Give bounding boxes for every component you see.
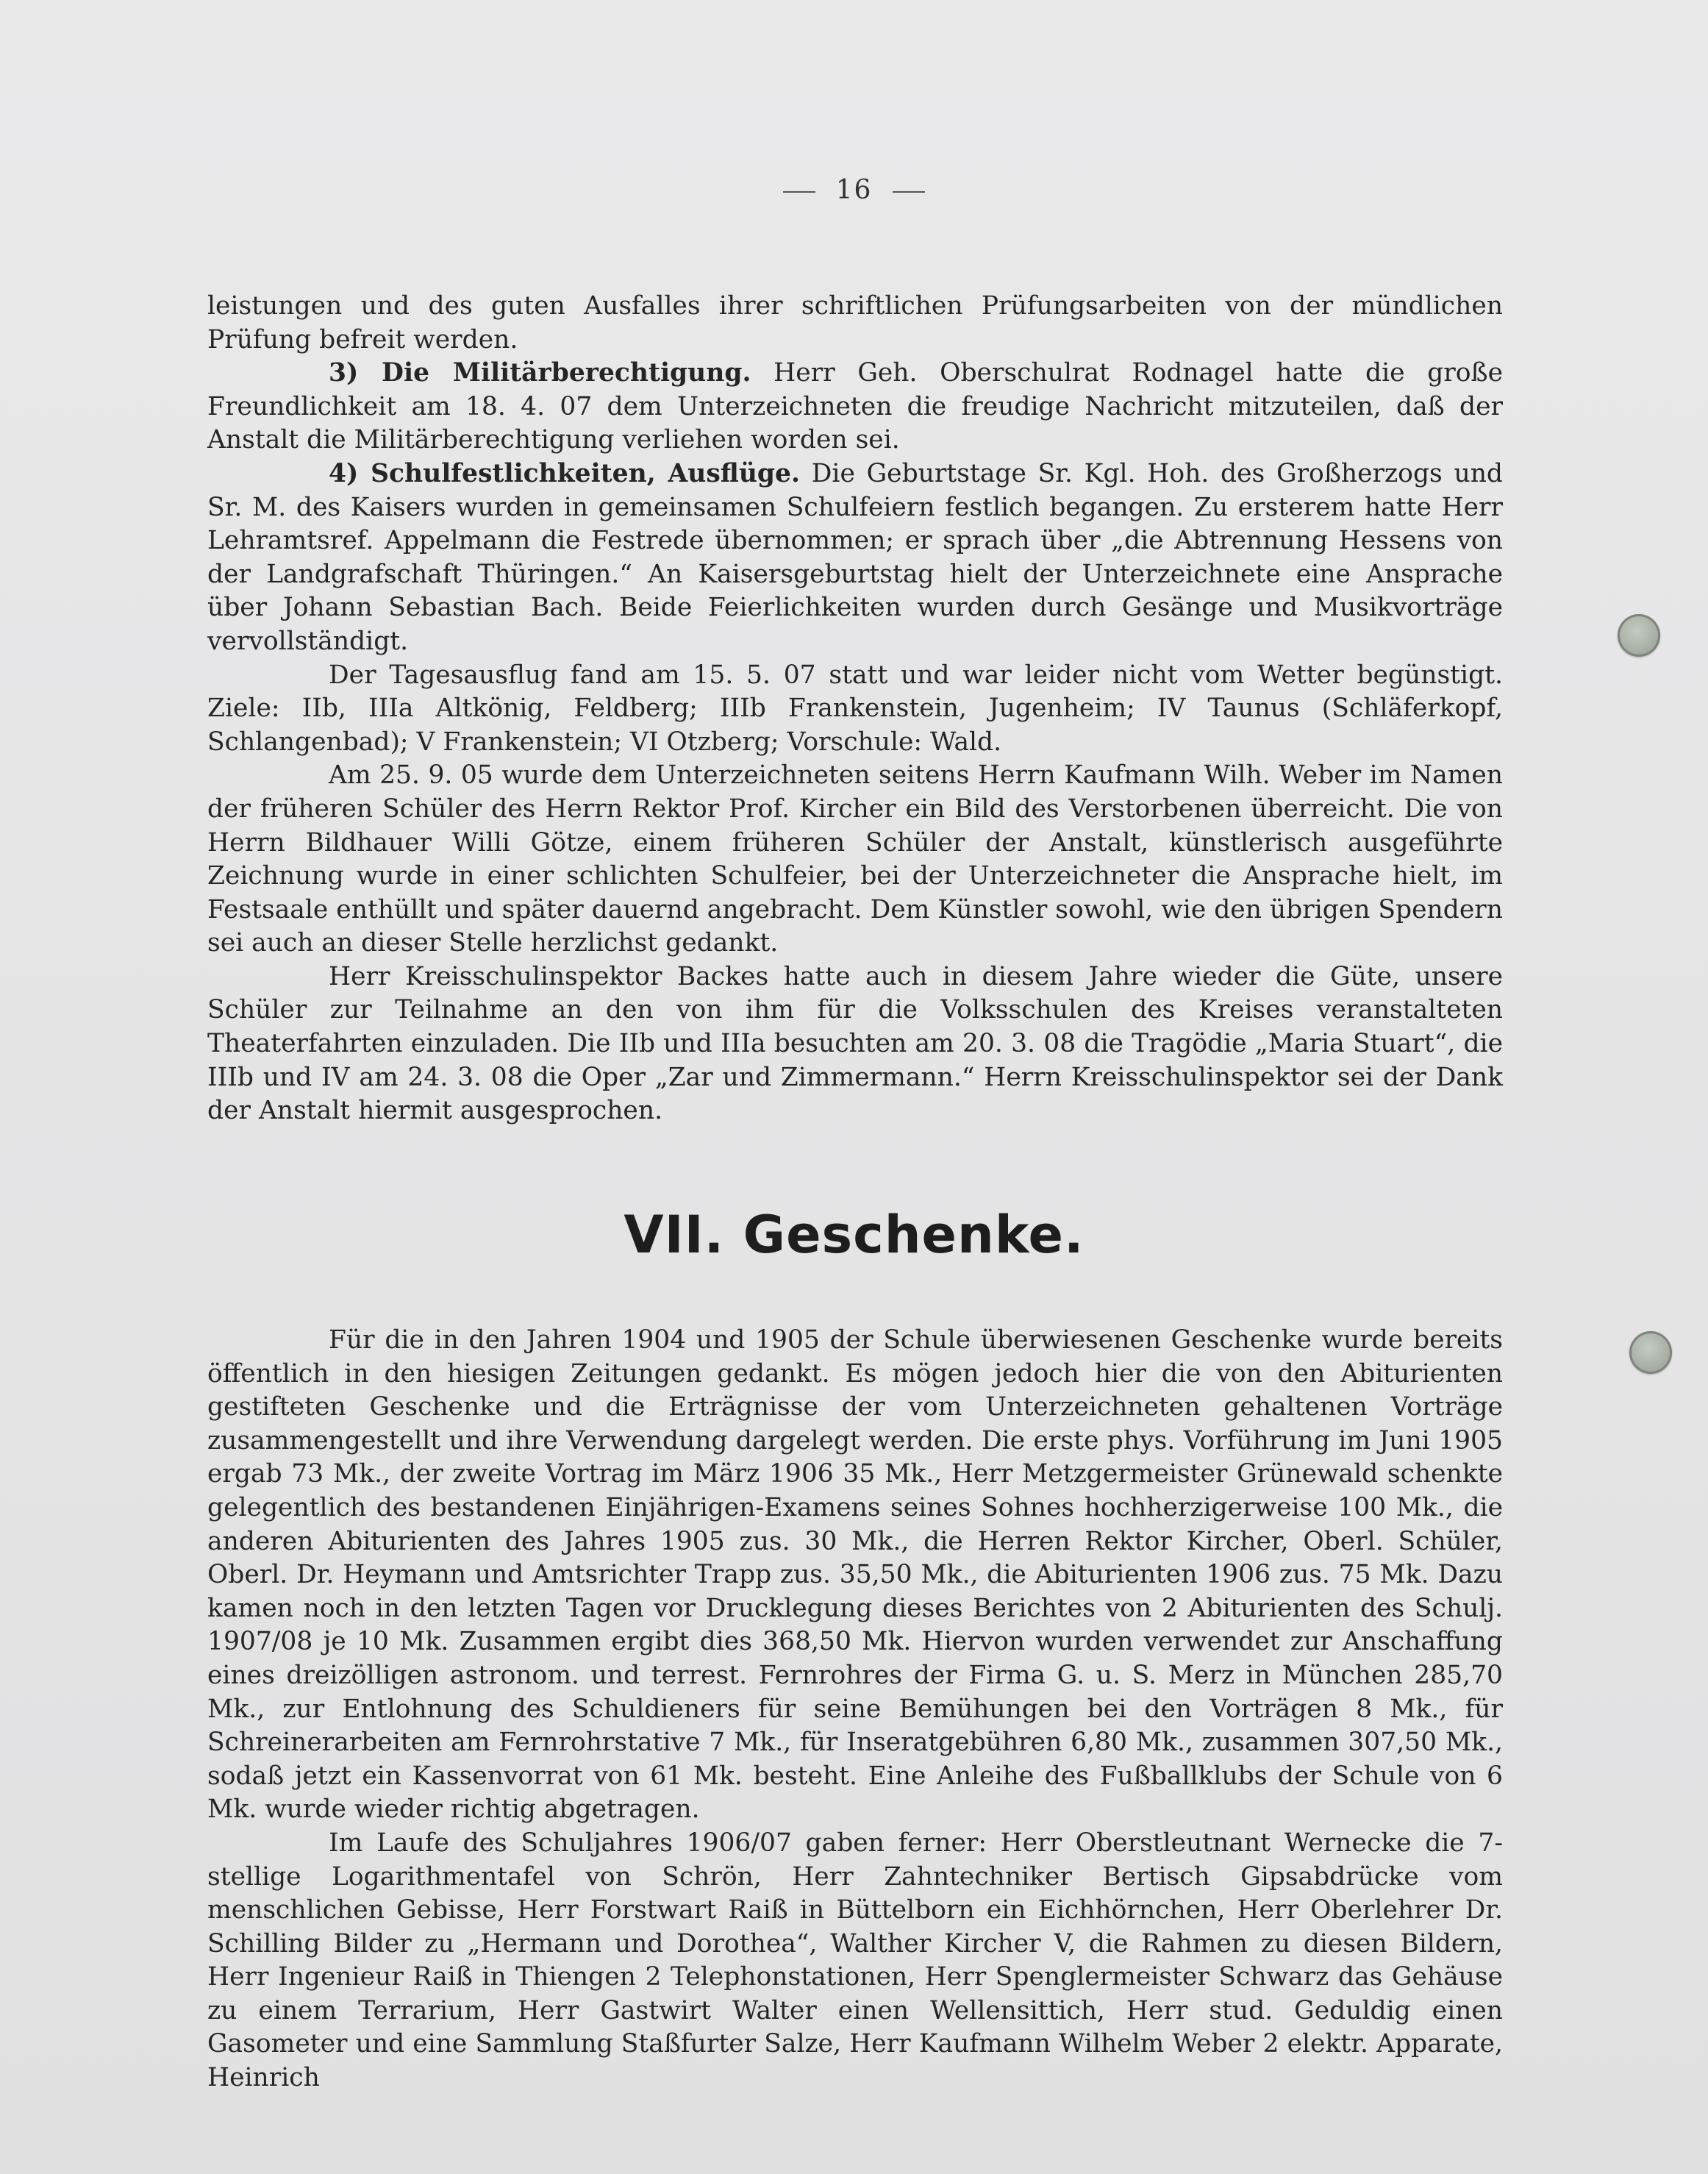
- paragraph-lead: 3) Die Militärberechtigung.: [329, 358, 751, 388]
- paragraph-text: Für die in den Jahren 1904 und 1905 der Schule überwiesenen Geschenke wurde bereits öffentlich in den hiesigen Zeitungen gedankt. Es mögen jedoch hier die von den Abiturienten gestifteten Geschenke und die Erträgnisse der vom Unterzeichneten gehaltenen Vorträge zusammengestellt und ihre Verwendung dargelegt werden. Die erste phys. Vorführung im Juni 1905 ergab 73 Mk., der zweite Vortrag im März 1906 35 Mk., Herr Metzgermeister Grünewald schenkte gelegentlich des bestandenen Einjährigen-Examens seines Sohnes hochherzigerweise 100 Mk., die anderen Abiturienten des Jahres 1905 zus. 30 Mk., die Herren Rektor Kircher, Oberl. Schüler, Oberl. Dr. Heymann und Amtsrichter Trapp zus. 35,50 Mk., die Abiturienten 1906 zus. 75 Mk. Dazu kamen noch in den letzten Tagen vor Drucklegung dieses Berichtes von 2 Abiturienten des Schulj. 1907/08 je 10 Mk. Zusammen ergibt dies 368,50 Mk. Hiervon wurden verwendet zur Anschaffung eines dreizölligen astronom. und terrest. Fernrohres der Firma G. u. S. Merz in München 285,70 Mk., zur Entlohnung des Schuldieners für seine Bemühungen bei den Vorträgen 8 Mk., für Schreinerarbeiten am Fernrohrstative 7 Mk., für Inseratgebühren 6,80 Mk., zusammen 307,50 Mk., sodaß jetzt ein Kassenvorrat von 61 Mk. besteht. Eine Anleihe des Fußballklubs der Schule von 6 Mk. wurde wieder richtig abgetragen.: [207, 1325, 1503, 1825]
- page-number-value: 16: [835, 175, 873, 205]
- paragraph-schulfestlichkeiten: [207, 457, 1503, 659]
- paragraph-tagesausflug: [207, 659, 1503, 760]
- page-number-dash-left: [783, 191, 815, 193]
- paragraph-text: Der Tagesausflug fand am 15. 5. 07 statt und war leider nicht vom Wetter begünstigt. Ziele: IIb, IIIa Altkönig, Feldberg; IIIb Frankenstein, Jugenheim; IV Taunus (Schläferkopf, Schlangenbad); V Frankenstein; VI Otzberg; Vorschule: Wald.: [207, 660, 1503, 757]
- paragraph-text: Herr Geh. Oberschulrat Rodnagel hatte die große Freundlichkeit am 18. 4. 07 dem Unterzeichneten die freudige Nachricht mitzuteilen, daß der Anstalt die Militärberechtigung verliehen worden sei.: [207, 358, 1504, 455]
- page-number: [0, 175, 1708, 205]
- paragraph-theaterfahrten: [207, 961, 1503, 1128]
- paragraph-geschenke-schuljahr: [207, 1827, 1503, 2095]
- top-text-block: [207, 290, 1503, 1128]
- paragraph-text: Die Geburtstage Sr. Kgl. Hoh. des Großherzogs und Sr. M. des Kaisers wurden in gemeinsamen Schulfeiern festlich begangen. Zu ersterem hatte Herr Lehramtsref. Appelmann die Festrede übernommen; er sprach über „die Abtrennung Hessens von der Landgrafschaft Thüringen.“ An Kaisersgeburtstag hielt der Unterzeichnete eine Ansprache über Johann Sebastian Bach. Beide Feierlichkeiten wurden durch Gesänge und Musikvorträge vervollständigt.: [207, 458, 1504, 656]
- punch-hole-upper: [1618, 614, 1660, 657]
- paragraph-lead: 4) Schulfestlichkeiten, Ausflüge.: [329, 458, 801, 488]
- paragraph-text: Im Laufe des Schuljahres 1906/07 gaben ferner: Herr Oberstleutnant Wernecke die 7-stellige Logarithmentafel von Schrön, Herr Zahntechniker Bertisch Gipsabdrücke vom menschlichen Gebisse, Herr Forstwart Raiß in Büttelborn ein Eichhörnchen, Herr Oberlehrer Dr. Schilling Bilder zu „Hermann und Dorothea“, Walther Kircher V, die Rahmen zu diesen Bildern, Herr Ingenieur Raiß in Thiengen 2 Telephonstationen, Herr Spenglermeister Schwarz das Gehäuse zu einem Terrarium, Herr Gastwirt Walter einen Wellensittich, Herr stud. Geduldig einen Gasometer und eine Sammlung Staßfurter Salze, Herr Kaufmann Wilhelm Weber 2 elektr. Apparate, Heinrich: [207, 1828, 1503, 2093]
- paragraph-continuation: [207, 290, 1503, 357]
- punch-hole-lower: [1629, 1331, 1672, 1374]
- paragraph-text: Herr Kreisschulinspektor Backes hatte auch in diesem Jahre wieder die Güte, unsere Schüler zur Teilnahme an den von ihm für die Volksschulen des Kreises veranstalteten Theaterfahrten einzuladen. Die IIb und IIIa besuchten am 20. 3. 08 die Tragödie „Maria Stuart“, die IIIb und IV am 24. 3. 08 die Oper „Zar und Zimmermann.“ Herrn Kreisschulinspektor sei der Dank der Anstalt hiermit ausgesprochen.: [207, 961, 1503, 1126]
- paragraph-text: Am 25. 9. 05 wurde dem Unterzeichneten seitens Herrn Kaufmann Wilh. Weber im Namen der früheren Schüler des Herrn Rektor Prof. Kircher ein Bild des Verstorbenen überreicht. Die von Herrn Bildhauer Willi Götze, einem früheren Schüler der Anstalt, künstlerisch ausgeführte Zeichnung wurde in einer schlichten Schulfeier, bei der Unterzeichneter die Ansprache hielt, im Festsaale enthüllt und später dauernd angebracht. Dem Künstler sowohl, wie den übrigen Spendern sei auch an dieser Stelle herzlichst gedankt.: [207, 760, 1503, 958]
- paragraph-geschenke-abiturienten: [207, 1324, 1503, 1827]
- paragraph-militaerberechtigung: [207, 357, 1503, 457]
- paragraph-text: leistungen und des guten Ausfalles ihrer schriftlichen Prüfungsarbeiten von der mündlichen Prüfung befreit werden.: [207, 291, 1503, 354]
- bottom-text-block: [207, 1324, 1503, 2095]
- paragraph-bild-kircher: [207, 759, 1503, 961]
- page-number-dash-right: [893, 191, 925, 193]
- section-heading: VII. Geschenke.: [623, 1205, 1085, 1265]
